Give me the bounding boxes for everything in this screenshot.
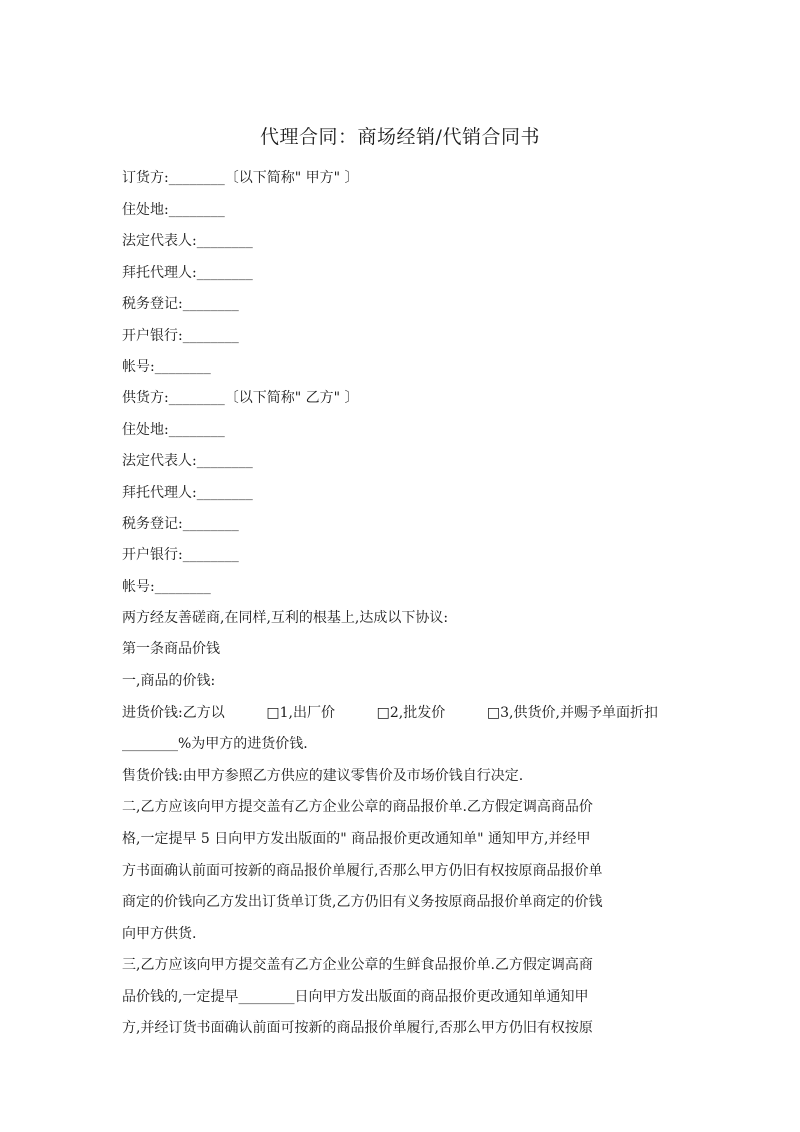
- party-a-tax-reg: 税务登记:________: [122, 296, 239, 312]
- purchase-price-option-1: □1,出厂价: [266, 705, 335, 721]
- document-title: 代理合同：商场经销/代销合同书: [260, 126, 540, 148]
- section-2-line: 格,一定提早 5 日向甲方发出版面的" 商品报价更改通知单" 通知甲方,并经甲: [122, 831, 591, 847]
- section-2-line: 方书面确认前面可按新的商品报价单履行,否那么甲方仍旧有权按原商品报价单: [122, 863, 603, 879]
- section-2-line: 向甲方供货.: [122, 926, 197, 942]
- party-b-address: 住处地:________: [122, 422, 225, 438]
- purchase-price-label: 进货价钱:乙方以: [122, 705, 225, 721]
- party-a-bank: 开户银行:________: [122, 328, 239, 344]
- purchase-price-line-1: [122, 704, 658, 722]
- sale-price: 售货价钱:由甲方参照乙方供应的建议零售价及市场价钱自行决定.: [122, 768, 524, 784]
- purchase-price-option-3: □3,供货价,并赐予单面折扣: [486, 705, 658, 721]
- party-b-bank: 开户银行:________: [122, 547, 239, 563]
- section-2-line: 商定的价钱向乙方发出订货单订货,乙方仍旧有义务按原商品报价单商定的价钱: [122, 894, 603, 910]
- party-b-tax-reg: 税务登记:________: [122, 516, 239, 532]
- purchase-price-line-2: ________%为甲方的进货价钱.: [122, 736, 308, 752]
- party-b-agent: 拜托代理人:________: [122, 485, 253, 501]
- party-a-address: 住处地:________: [122, 202, 225, 218]
- party-b-heading: 供货方:________〔以下简称" 乙方" 〕: [122, 390, 359, 406]
- agreement-intro: 两方经友善磋商,在同样,互利的根基上,达成以下协议:: [122, 610, 449, 626]
- party-a-agent: 拜托代理人:________: [122, 265, 253, 281]
- party-a-account: 帐号:________: [122, 359, 211, 375]
- party-b-legal-rep: 法定代表人:________: [122, 453, 253, 469]
- purchase-price-option-2: □2,批发价: [376, 705, 446, 721]
- section-1-heading: 一,商品的价钱:: [122, 673, 216, 689]
- section-3-line: 方,并经订货书面确认前面可按新的商品报价单履行,否那么甲方仍旧有权按原: [122, 1020, 593, 1036]
- party-a-legal-rep: 法定代表人:________: [122, 233, 253, 249]
- article-1-title: 第一条商品价钱: [122, 641, 220, 657]
- section-3-line: 三,乙方应该向甲方提交盖有乙方企业公章的生鲜食品报价单.乙方假定调高商: [122, 957, 593, 973]
- party-a-heading: 订货方:________〔以下简称" 甲方" 〕: [122, 170, 359, 186]
- section-2-line: 二,乙方应该向甲方提交盖有乙方企业公章的商品报价单.乙方假定调高商品价: [122, 799, 593, 815]
- section-3-line: 品价钱的,一定提早________日向甲方发出版面的商品报价更改通知单通知甲: [122, 989, 589, 1005]
- party-b-account: 帐号:________: [122, 579, 211, 595]
